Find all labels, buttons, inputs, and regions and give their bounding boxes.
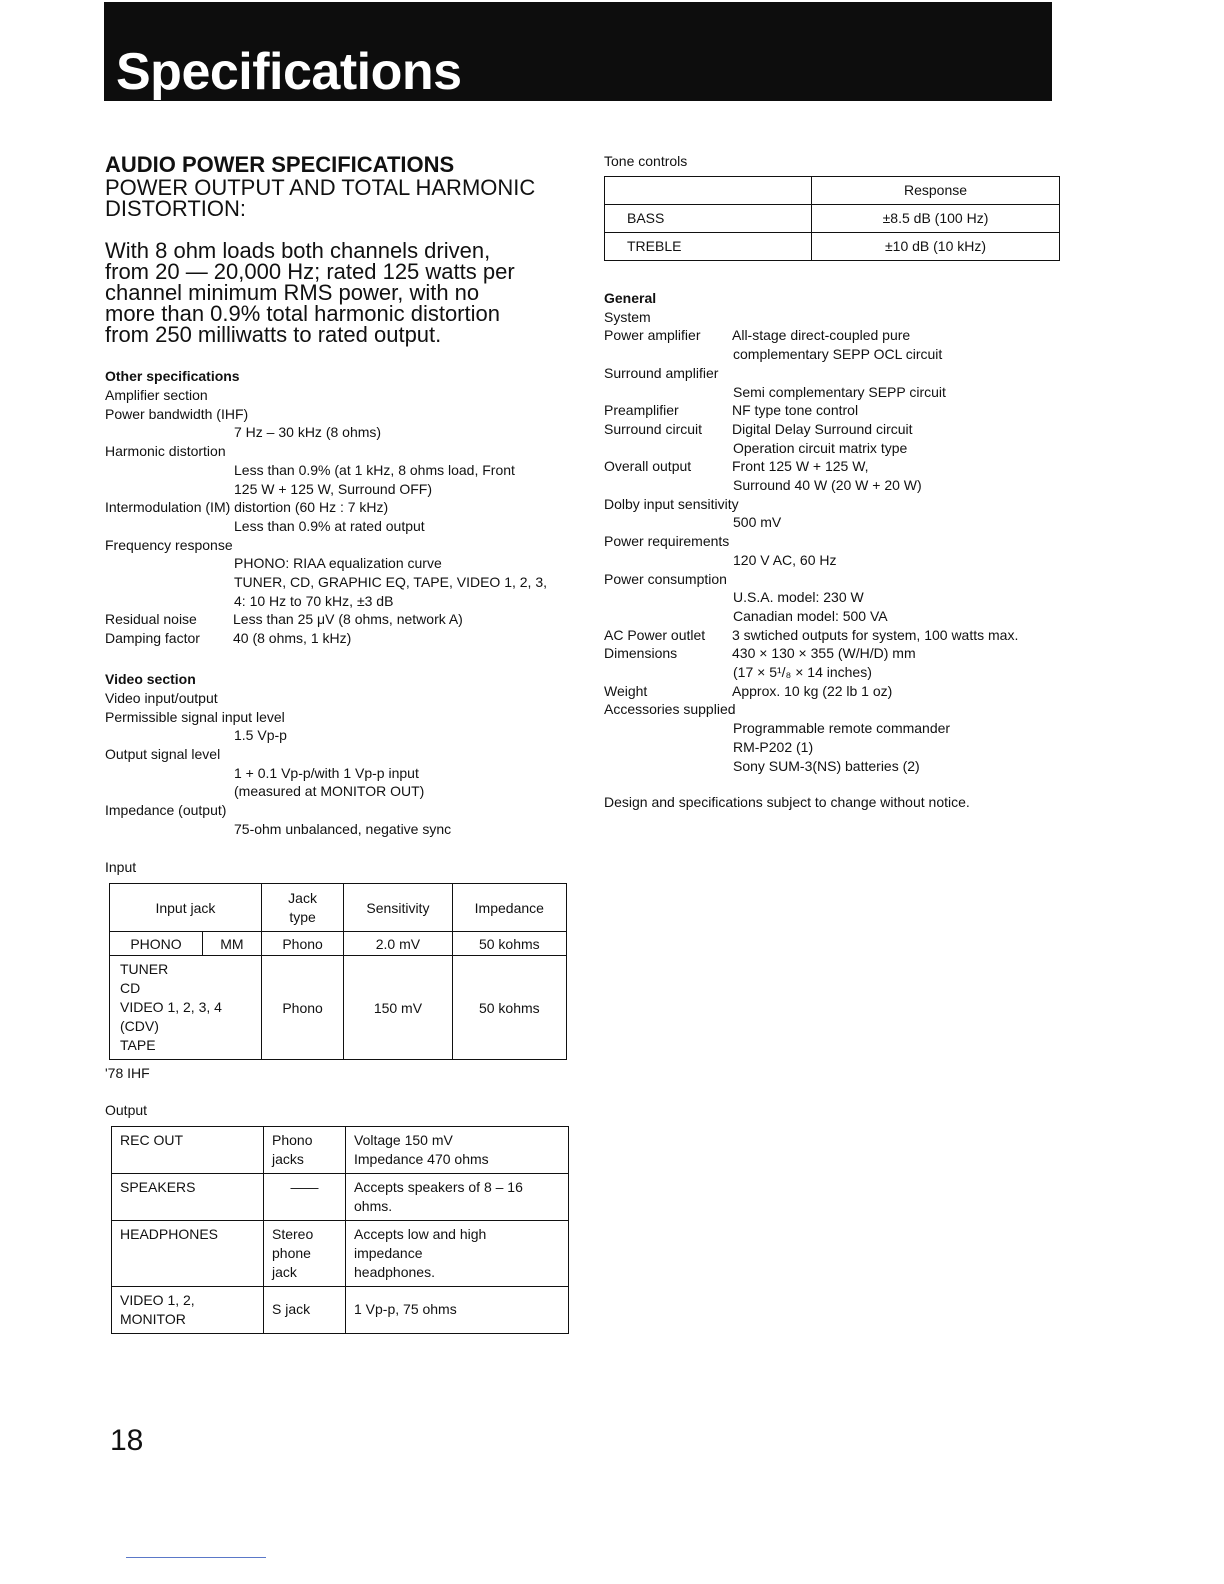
frequency-response-value-2: TUNER, CD, GRAPHIC EQ, TAPE, VIDEO 1, 2, 3,	[234, 574, 547, 591]
rec-out-name: REC OUT	[112, 1126, 264, 1173]
tone-header-blank	[605, 176, 812, 204]
surround-circuit-label: Surround circuit	[604, 420, 703, 437]
weight-row	[604, 682, 1064, 701]
input-table-caption: Input	[105, 859, 137, 876]
line-type-cell: Phono	[261, 956, 343, 1060]
general-title: General	[604, 289, 657, 306]
title-banner	[104, 2, 1052, 101]
tone-bass-name: BASS	[605, 204, 812, 232]
phono-impedance-cell: 50 kohms	[452, 932, 566, 956]
video-section-title: Video section	[105, 670, 196, 687]
headphones-desc-line-1: Accepts low and high	[354, 1225, 487, 1242]
output-level-value-2: (measured at MONITOR OUT)	[234, 783, 425, 800]
phono-jack-cell: PHONO	[110, 932, 203, 956]
line-input-tape: TAPE	[120, 1037, 156, 1054]
audio-heading: AUDIO POWER SPECIFICATIONS	[105, 152, 455, 177]
frequency-response-value-1: PHONO: RIAA equalization curve	[234, 555, 442, 572]
video-monitor-name-line-1: VIDEO 1, 2,	[120, 1291, 195, 1308]
dolby-value: 500 mV	[733, 514, 782, 531]
rec-out-type	[264, 1126, 346, 1173]
tone-controls-caption: Tone controls	[604, 153, 688, 169]
right-column	[604, 152, 1064, 812]
power-amp-value-1: All-stage direct-coupled pure	[732, 327, 911, 344]
headphones-desc	[346, 1220, 569, 1286]
ac-outlet-label: AC Power outlet	[604, 626, 706, 643]
surround-circuit-row	[604, 420, 1064, 439]
dolby-label: Dolby input sensitivity	[604, 495, 739, 512]
power-bandwidth-value: 7 Hz – 30 kHz (8 ohms)	[234, 424, 382, 441]
surround-amp-label: Surround amplifier	[604, 364, 719, 381]
ac-outlet-value: 3 swtiched outputs for system, 100 watts max.	[732, 626, 1019, 643]
im-distortion-label: Intermodulation (IM) distortion (60 Hz : 7 kHz)	[105, 499, 389, 516]
table-row	[110, 956, 567, 1060]
residual-noise-value: Less than 25 μV (8 ohms, network A)	[233, 611, 463, 628]
impedance-header: Impedance	[452, 884, 566, 932]
rec-out-type-line-1: Phono	[272, 1131, 313, 1148]
system-label: System	[604, 308, 651, 325]
audio-subheading-1: POWER OUTPUT AND TOTAL HARMONIC	[105, 175, 536, 200]
headphones-desc-line-2: impedance	[354, 1244, 423, 1261]
power-bandwidth-label: Power bandwidth (IHF)	[105, 405, 249, 422]
jack-type-header-line-1: Jack	[288, 889, 317, 906]
line-input-video: VIDEO 1, 2, 3, 4	[120, 999, 222, 1016]
tone-treble-name: TREBLE	[605, 232, 812, 260]
power-amp-label: Power amplifier	[604, 327, 701, 344]
speakers-desc-line-1: Accepts speakers of 8 – 16	[354, 1178, 523, 1195]
table-row	[605, 204, 1060, 232]
table-row	[112, 1220, 569, 1286]
preamp-value: NF type tone control	[732, 402, 859, 419]
line-input-tuner: TUNER	[120, 961, 169, 978]
headphones-name: HEADPHONES	[112, 1220, 264, 1286]
surround-amp-value: Semi complementary SEPP circuit	[733, 383, 946, 400]
accessories-value-1: Programmable remote commander	[733, 720, 951, 737]
general-section	[604, 289, 1064, 812]
video-monitor-name-line-2: MONITOR	[120, 1310, 186, 1327]
speakers-name: SPEAKERS	[112, 1173, 264, 1220]
overall-output-row	[604, 457, 1064, 476]
input-table	[109, 883, 567, 1060]
amplifier-section-label: Amplifier section	[105, 387, 208, 403]
speakers-desc-line-2: ohms.	[354, 1197, 393, 1214]
tone-response-header: Response	[812, 176, 1060, 204]
power-req-label: Power requirements	[604, 533, 730, 550]
line-impedance-cell: 50 kohms	[452, 956, 566, 1060]
overall-output-value-2: Surround 40 W (20 W + 20 W)	[733, 477, 922, 494]
accessories-value-2: RM-P202 (1)	[733, 738, 814, 755]
other-specifications	[105, 367, 575, 648]
page-number: 18	[110, 1424, 144, 1457]
video-io-label: Video input/output	[105, 689, 218, 706]
headphones-desc-line-3: headphones.	[354, 1263, 435, 1280]
dimensions-label: Dimensions	[604, 645, 678, 662]
damping-factor-row	[105, 629, 575, 648]
design-notice: Design and specifications subject to change without notice.	[604, 794, 970, 811]
weight-value: Approx. 10 kg (22 lb 1 oz)	[732, 682, 893, 699]
rec-out-desc-line-1: Voltage 150 mV	[354, 1131, 453, 1148]
power-amp-row	[604, 326, 1064, 345]
table-row	[110, 932, 567, 956]
headphones-type-line-3: jack	[272, 1263, 297, 1280]
damping-factor-value: 40 (8 ohms, 1 kHz)	[233, 630, 352, 647]
damping-factor-label: Damping factor	[105, 630, 200, 647]
headphones-type-line-2: phone	[272, 1244, 311, 1261]
video-section	[105, 670, 575, 839]
harmonic-distortion-label: Harmonic distortion	[105, 443, 226, 460]
table-row	[605, 232, 1060, 260]
impedance-output-label: Impedance (output)	[105, 802, 227, 819]
video-monitor-type: S jack	[264, 1286, 346, 1333]
tone-treble-value: ±10 dB (10 kHz)	[812, 232, 1060, 260]
output-table-caption: Output	[105, 1101, 148, 1118]
input-jack-header: Input jack	[110, 884, 262, 932]
preamp-row	[604, 401, 1064, 420]
headphones-type	[264, 1220, 346, 1286]
audio-lead-text: With 8 ohm loads both channels driven, from 20 — 20,000 Hz; rated 125 watts per channel minimum RMS power, with no more than 0.9% total harmonic distortion from 250 milliwatts to rated output.	[105, 238, 515, 347]
ac-outlet-row	[604, 626, 1064, 645]
audio-subheading-2: DISTORTION:	[105, 196, 246, 221]
weight-label: Weight	[604, 682, 648, 699]
harmonic-distortion-value-2: 125 W + 125 W, Surround OFF)	[234, 480, 433, 497]
video-monitor-desc: 1 Vp-p, 75 ohms	[346, 1286, 569, 1333]
frequency-response-label: Frequency response	[105, 536, 233, 553]
residual-noise-row	[105, 610, 575, 629]
dimensions-value-1: 430 × 130 × 355 (W/H/D) mm	[732, 645, 916, 662]
residual-noise-label: Residual noise	[105, 611, 197, 628]
output-level-label: Output signal level	[105, 745, 221, 762]
surround-circuit-value-1: Digital Delay Surround circuit	[732, 420, 913, 437]
im-distortion-value: Less than 0.9% at rated output	[234, 517, 425, 534]
output-level-value-1: 1 + 0.1 Vp-p/with 1 Vp-p input	[234, 764, 419, 781]
sensitivity-header: Sensitivity	[344, 884, 452, 932]
jack-type-header	[261, 884, 343, 932]
frequency-response-value-3: 4: 10 Hz to 70 kHz, ±3 dB	[234, 592, 394, 609]
line-sensitivity-cell: 150 mV	[344, 956, 452, 1060]
headphones-type-line-1: Stereo	[272, 1225, 314, 1242]
rec-out-desc	[346, 1126, 569, 1173]
phono-type-cell: Phono	[261, 932, 343, 956]
table-row	[112, 1286, 569, 1333]
harmonic-distortion-value-1: Less than 0.9% (at 1 kHz, 8 ohms load, Front	[234, 461, 515, 478]
accessories-value-3: Sony SUM-3(NS) batteries (2)	[733, 757, 920, 774]
line-input-cdv: (CDV)	[120, 1018, 159, 1035]
tone-bass-value: ±8.5 dB (100 Hz)	[812, 204, 1060, 232]
permissible-level-label: Permissible signal input level	[105, 708, 285, 725]
page-title: Specifications	[116, 43, 462, 101]
power-amp-value-2: complementary SEPP OCL circuit	[733, 346, 943, 363]
line-input-cd: CD	[120, 980, 141, 997]
phono-sensitivity-cell: 2.0 mV	[344, 932, 452, 956]
impedance-output-value: 75-ohm unbalanced, negative sync	[234, 820, 452, 837]
footer-rule	[126, 1557, 266, 1558]
rec-out-type-line-2: jacks	[272, 1150, 304, 1167]
dimensions-value-2: (17 × 5¹/₈ × 14 inches)	[733, 664, 872, 681]
power-cons-label: Power consumption	[604, 570, 727, 587]
speakers-desc	[346, 1173, 569, 1220]
line-inputs-cell	[110, 956, 262, 1060]
table-row	[112, 1126, 569, 1173]
other-specs-title: Other specifications	[105, 368, 240, 384]
surround-circuit-value-2: Operation circuit matrix type	[733, 439, 908, 456]
phono-mm-cell: MM	[203, 932, 262, 956]
jack-type-header-line-2: type	[289, 908, 316, 925]
overall-output-value-1: Front 125 W + 125 W,	[732, 458, 869, 475]
power-cons-value-1: U.S.A. model: 230 W	[733, 589, 864, 606]
preamp-label: Preamplifier	[604, 402, 679, 419]
accessories-label: Accessories supplied	[604, 701, 736, 718]
dimensions-row	[604, 644, 1064, 663]
overall-output-label: Overall output	[604, 458, 692, 475]
video-monitor-name	[112, 1286, 264, 1333]
speakers-type: ——	[264, 1173, 346, 1220]
tone-controls-table	[604, 176, 1060, 261]
ihf-note: '78 IHF	[105, 1065, 150, 1082]
permissible-level-value: 1.5 Vp-p	[234, 727, 287, 744]
power-req-value: 120 V AC, 60 Hz	[733, 551, 837, 568]
table-row	[112, 1173, 569, 1220]
left-column	[105, 153, 575, 1334]
rec-out-desc-line-2: Impedance 470 ohms	[354, 1150, 489, 1167]
power-cons-value-2: Canadian model: 500 VA	[733, 607, 888, 624]
output-table	[111, 1126, 569, 1334]
